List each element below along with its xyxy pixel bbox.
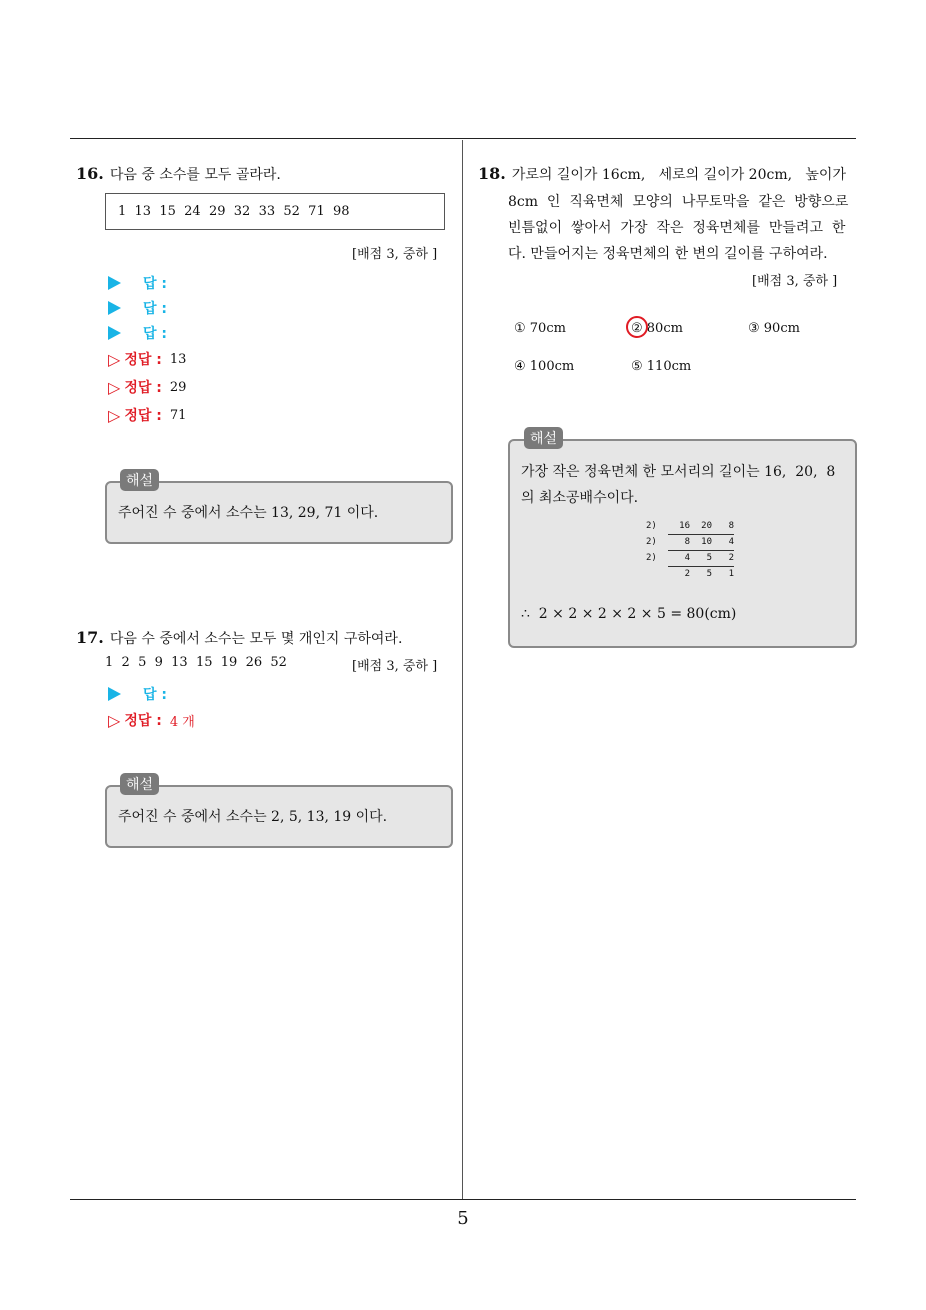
question-text-line: 빈틈없이 쌓아서 가장 작은 정육면체를 만들려고 한 (508, 220, 846, 236)
explanation-tag: 해설 (524, 427, 563, 449)
answer-row[interactable] (108, 273, 167, 293)
question-number: 16. (76, 164, 104, 183)
answer-label: 답 : (143, 301, 167, 317)
number-list: 1 13 15 24 29 32 33 52 71 98 (118, 204, 350, 219)
score-meta: [배점 3, 중하 ] (752, 274, 838, 289)
question-number: 18. (478, 164, 506, 183)
explanation-text: 주어진 수 중에서 소수는 13, 29, 71 이다. (118, 505, 379, 521)
triangle-icon (108, 326, 121, 340)
division-cell: 1 (728, 569, 734, 579)
triangle-icon (108, 301, 121, 315)
choice-2[interactable]: ② 80cm (631, 321, 683, 336)
selected-circle-mark (626, 316, 648, 338)
division-row (646, 519, 734, 535)
answer-row[interactable] (108, 298, 167, 318)
division-cell: 16 (668, 519, 690, 535)
division-row (646, 535, 734, 551)
correct-answer-row (108, 405, 186, 425)
question-16 (76, 164, 281, 184)
division-row (646, 567, 734, 582)
choice-4[interactable]: ④ 100cm (514, 359, 575, 374)
triangle-outline-icon: ▷ (108, 710, 121, 730)
triangle-outline-icon: ▷ (108, 405, 121, 425)
answer-row[interactable] (108, 684, 167, 704)
explanation-tag: 해설 (120, 773, 159, 795)
correct-value: 29 (169, 379, 187, 395)
correct-answer-row (108, 349, 186, 369)
division-cell: 2 (712, 551, 734, 567)
division-cell: 4 (668, 551, 690, 567)
correct-answer-row (108, 377, 186, 397)
question-text-line: 가로의 길이가 16cm, 세로의 길이가 20cm, 높이가 (511, 167, 846, 183)
question-text-line: 다. 만들어지는 정육면체의 한 변의 길이를 구하여라. (508, 246, 828, 262)
choice-5[interactable]: ⑤ 110cm (631, 359, 692, 374)
choice-1[interactable]: ① 70cm (514, 321, 566, 336)
triangle-outline-icon: ▷ (108, 349, 121, 369)
question-text-line: 8cm 인 직육면체 모양의 나무토막을 같은 방향으로 (508, 194, 849, 210)
explanation-text: 주어진 수 중에서 소수는 2, 5, 13, 19 이다. (118, 809, 388, 825)
divisor: 2) (646, 521, 657, 531)
score-meta: [배점 3, 중하 ] (352, 659, 438, 674)
divisor: 2) (646, 537, 657, 547)
answer-label: 답 : (143, 326, 167, 342)
explanation-tag: 해설 (120, 469, 159, 491)
divisor: 2) (646, 553, 657, 563)
number-box (105, 193, 445, 230)
page-number: 5 (457, 1208, 469, 1229)
question-18 (478, 164, 846, 184)
division-cell: 2 (684, 569, 690, 579)
question-17 (76, 628, 402, 648)
bottom-rule (70, 1199, 856, 1200)
answer-row[interactable] (108, 323, 167, 343)
column-divider (462, 140, 463, 1200)
correct-value: 71 (169, 407, 187, 423)
triangle-icon (108, 687, 121, 701)
division-cell: 5 (706, 569, 712, 579)
correct-value: 13 (169, 351, 187, 367)
correct-label: 정답 : (124, 352, 162, 368)
choice-3[interactable]: ③ 90cm (748, 321, 800, 336)
division-cell: 20 (690, 519, 712, 535)
triangle-icon (108, 276, 121, 290)
division-cell: 4 (712, 535, 734, 551)
answer-label: 답 : (143, 687, 167, 703)
correct-label: 정답 : (124, 408, 162, 424)
score-meta: [배점 3, 중하 ] (352, 247, 438, 262)
division-cell: 10 (690, 535, 712, 551)
division-cell: 8 (668, 535, 690, 551)
correct-label: 정답 : (124, 380, 162, 396)
division-table (646, 519, 734, 582)
division-row (646, 551, 734, 567)
number-list: 1 2 5 9 13 15 19 26 52 (105, 655, 287, 670)
correct-answer-row (108, 710, 195, 730)
question-text: 다음 수 중에서 소수는 모두 몇 개인지 구하여라. (109, 631, 403, 647)
explanation-text: 의 최소공배수이다. (521, 490, 639, 506)
divisor (646, 567, 668, 582)
explanation-text: 가장 작은 정육면체 한 모서리의 길이는 16, 20, 8 (521, 464, 836, 480)
correct-label: 정답 : (124, 713, 162, 729)
answer-label: 답 : (143, 276, 167, 292)
correct-value: 4 개 (169, 714, 195, 730)
question-number: 17. (76, 628, 104, 647)
question-text: 다음 중 소수를 모두 골라라. (109, 167, 281, 183)
result-formula: ∴ 2 × 2 × 2 × 2 × 5 = 80(cm) (521, 606, 737, 622)
division-cell: 5 (690, 551, 712, 567)
top-rule (70, 138, 856, 139)
division-cell: 8 (712, 519, 734, 535)
triangle-outline-icon: ▷ (108, 377, 121, 397)
